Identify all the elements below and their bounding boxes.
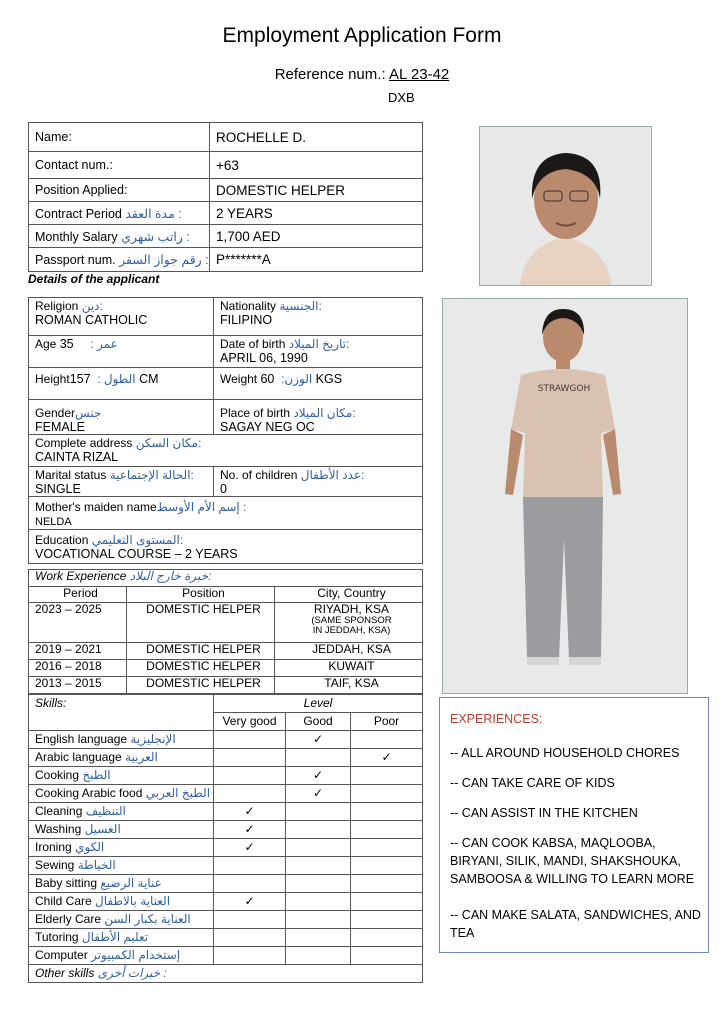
reference-number: Reference num.: AL 23-42 [274, 66, 450, 83]
details-table [28, 297, 423, 564]
skill-row [29, 857, 423, 875]
skill-level-cell [351, 731, 423, 749]
skill-row [29, 893, 423, 911]
basic-row: Contract Period مدة العقد : 2 YEARS [29, 202, 423, 225]
address-cell: Complete address مكان السكن: CAINTA RIZAL [29, 435, 423, 467]
skill-level-cell [286, 929, 351, 947]
skill-level-cell [351, 839, 423, 857]
skill-level-cell [286, 839, 351, 857]
skill-row [29, 821, 423, 839]
applicant-full-body-photo [442, 298, 688, 694]
skill-level-cell [214, 767, 286, 785]
basic-row: Position Applied: DOMESTIC HELPER [29, 179, 423, 202]
skill-level-cell [286, 857, 351, 875]
skill-row [29, 839, 423, 857]
skill-level-cell: ✓ [286, 731, 351, 749]
skill-level-cell [214, 731, 286, 749]
skill-level-cell: ✓ [214, 821, 286, 839]
nationality-cell: Nationality الجنسية: FILIPINO [214, 298, 423, 336]
skill-level-cell [351, 785, 423, 803]
experience-item: -- CAN COOK KABSA, MAQLOOBA, BIRYANI, SILIK, MANDI, SHAKSHOUKA, SAMBOOSA & WILLING TO LEARN MORE [450, 836, 695, 886]
skill-name: Sewing الخياطة [29, 857, 214, 875]
age-cell: Age عمر : 35 [29, 336, 214, 368]
pob-cell: Place of birth مكان الميلاد: SAGAY NEG OC [214, 400, 423, 435]
page-title: Employment Application Form [222, 24, 502, 47]
skill-row [29, 749, 423, 767]
dob-cell: Date of birth تاريخ الميلاد: APRIL 06, 1990 [214, 336, 423, 368]
skill-level-cell [214, 875, 286, 893]
skill-level-cell [214, 857, 286, 875]
skill-level-cell [351, 821, 423, 839]
children-cell: No. of children عدد الأطفال: 0 [214, 467, 423, 497]
weight-cell: Weight الوزن: 60 KGS [214, 368, 423, 400]
skill-level-cell [286, 947, 351, 965]
skill-row [29, 767, 423, 785]
basic-row: Name: ROCHELLE D. [29, 123, 423, 152]
height-cell: Height الطول : 157 CM [29, 368, 214, 400]
skill-level-cell: ✓ [214, 893, 286, 911]
experiences-title: EXPERIENCES: [450, 712, 543, 726]
experience-item: -- CAN MAKE SALATA, SANDWICHES, AND TEA [450, 908, 701, 940]
skill-level-cell [351, 767, 423, 785]
gender-cell: Genderجنس FEMALE [29, 400, 214, 435]
basic-row: Contact num.: +63 [29, 152, 423, 179]
skill-row [29, 731, 423, 749]
skill-row [29, 803, 423, 821]
skill-level-cell: ✓ [214, 839, 286, 857]
skill-level-cell [286, 821, 351, 839]
work-row: 2023 – 2025 DOMESTIC HELPER RIYADH, KSA (SAME SPONSOR IN JEDDAH, KSA) [29, 603, 423, 643]
basic-row: Passport num. رقم جواز السفر : P*******A [29, 248, 423, 272]
skill-row [29, 785, 423, 803]
marital-cell: Marital status الحالة الإجتماعية: SINGLE [29, 467, 214, 497]
skill-row [29, 911, 423, 929]
skill-level-cell [351, 947, 423, 965]
details-title: Details of the applicant [28, 272, 160, 286]
other-skills-row: Other skills خبرات أخرى : [29, 965, 423, 983]
skill-name: Arabic language العربية [29, 749, 214, 767]
skill-level-cell: ✓ [286, 767, 351, 785]
skill-row [29, 947, 423, 965]
basic-info-table [28, 122, 423, 272]
experience-item: -- CAN TAKE CARE OF KIDS [450, 776, 615, 790]
basic-row: Monthly Salary راتب شهري : 1,700 AED [29, 225, 423, 248]
work-row: 2013 – 2015 DOMESTIC HELPER TAIF, KSA [29, 677, 423, 694]
skill-row [29, 875, 423, 893]
skill-level-cell [286, 803, 351, 821]
skill-level-cell [351, 857, 423, 875]
skill-level-cell [286, 893, 351, 911]
education-cell: Education المستوى التعليمي: VOCATIONAL COURSE – 2 YEARS [29, 530, 423, 564]
experiences-box [439, 697, 709, 953]
shirt-print-text: STRAWGOH [537, 384, 591, 394]
skill-name: Cleaning التنظيف [29, 803, 214, 821]
skill-level-cell [214, 911, 286, 929]
skill-name: Cooking الطبخ [29, 767, 214, 785]
work-row: 2019 – 2021 DOMESTIC HELPER JEDDAH, KSA [29, 643, 423, 660]
religion-cell: Religion دين: ROMAN CATHOLIC [29, 298, 214, 336]
skill-level-cell [351, 875, 423, 893]
skill-level-cell: ✓ [214, 803, 286, 821]
skill-level-cell [351, 893, 423, 911]
skill-name: Cooking Arabic food الطبخ العربي [29, 785, 214, 803]
skill-name: Baby sitting عناية الرضيع [29, 875, 214, 893]
work-row: 2016 – 2018 DOMESTIC HELPER KUWAIT [29, 660, 423, 677]
experience-item: -- CAN ASSIST IN THE KITCHEN [450, 806, 638, 820]
skill-level-cell [214, 947, 286, 965]
mother-cell: Mother's maiden nameإسم الأم الأوسط : NELDA [29, 497, 423, 530]
skill-name: Computer إستخدام الكمبيوتر [29, 947, 214, 965]
skill-level-cell [214, 929, 286, 947]
skill-row [29, 929, 423, 947]
skill-name: Child Care العناية بالاطفال [29, 893, 214, 911]
skill-level-cell: ✓ [351, 749, 423, 767]
skill-level-cell [214, 785, 286, 803]
skill-name: English language الإنجليزية [29, 731, 214, 749]
work-experience-table: Work Experience خبرة خارج البلاد: Period Position City, Country 2023 – 2025 DOMESTIC HELPER RIYADH, KSA (SAME SPONSOR IN JEDDAH, KSA) 2019 – 2021 DOMESTIC HELPER JEDDAH, KSA 2016 – 2018 DOMESTIC HELPER KUWAIT 2013 – 2015 DOMESTIC HELPER TAIF, KSA [28, 569, 423, 694]
skill-level-cell [351, 803, 423, 821]
skill-level-cell: ✓ [286, 785, 351, 803]
skill-name: Tutoring تعليم الأطفال [29, 929, 214, 947]
skill-level-cell [351, 929, 423, 947]
experience-item: -- ALL AROUND HOUSEHOLD CHORES [450, 746, 680, 760]
skill-name: Washing الغسيل [29, 821, 214, 839]
skill-level-cell [286, 875, 351, 893]
skill-level-cell [214, 749, 286, 767]
skill-name: Elderly Care العناية بكبار السن [29, 911, 214, 929]
applicant-portrait-photo [479, 126, 652, 286]
skill-level-cell [286, 911, 351, 929]
branch-code: DXB [388, 90, 415, 105]
skill-name: Ironing الكوي [29, 839, 214, 857]
skill-level-cell [351, 911, 423, 929]
skill-level-cell [286, 749, 351, 767]
skills-table: Skills: Level Very good Good Poor English language الإنجليزية ✓ Arabic language العربية ✓ Cooking الطبخ ✓ Cooking Arabic food الطبخ العربي ✓ Cleaning التنظيف ✓ Washing الغسيل ✓ Ironing الكوي ✓ Sewing الخياطة Baby sitting عناية الرضيع Child Care العناية بالاطفال ✓ Elderly Care العناية بكبار السن Tutoring تعليم الأطفال Computer إستخدام الكمبيوتر Other skills خبرات أخرى : [28, 694, 423, 983]
